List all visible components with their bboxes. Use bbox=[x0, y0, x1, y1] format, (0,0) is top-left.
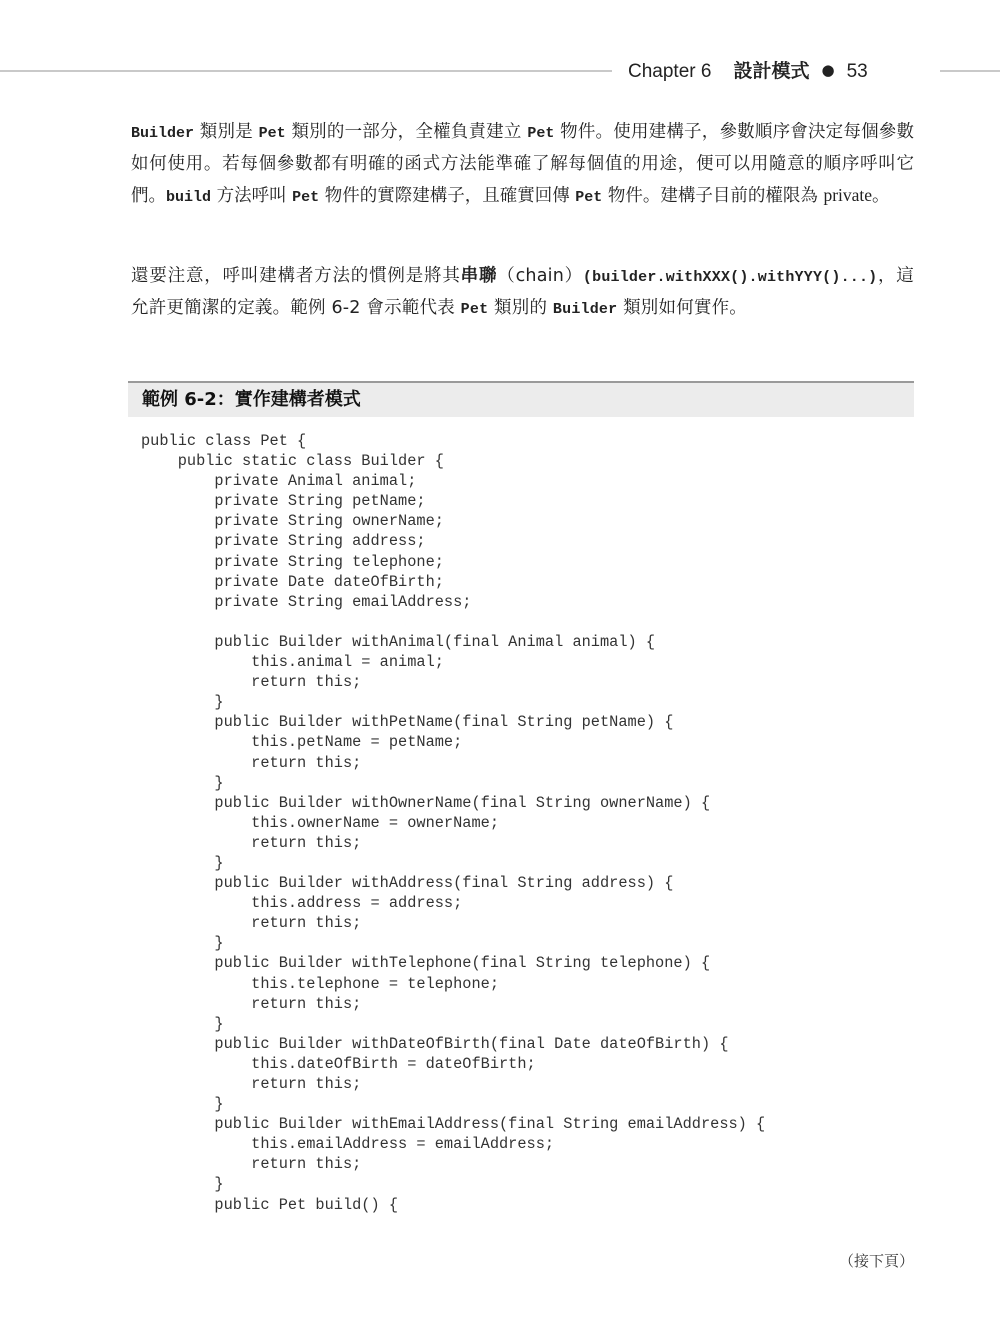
code-line: private Animal animal; bbox=[141, 472, 417, 491]
code-line: } bbox=[141, 1095, 224, 1114]
code-line: private String ownerName; bbox=[141, 512, 444, 531]
chapter-title: 設計模式 bbox=[733, 60, 810, 82]
code-line: return this; bbox=[141, 753, 362, 772]
code-line: public Builder withAddress(final String address) { bbox=[141, 874, 674, 893]
inline-code: (builder.withXXX().withYYY()...) bbox=[582, 269, 878, 286]
code-line: } bbox=[141, 1014, 224, 1033]
inline-code: Builder bbox=[552, 301, 618, 318]
body-paragraph-2 bbox=[131, 261, 914, 325]
code-line: } bbox=[141, 853, 224, 872]
text-run: 類別的一部分，全權負責建立 bbox=[285, 122, 528, 142]
code-line: this.telephone = telephone; bbox=[141, 974, 500, 993]
inline-code: Pet bbox=[460, 301, 489, 318]
code-line: public Builder withEmailAddress(final String emailAddress) { bbox=[141, 1115, 766, 1134]
code-line: this.petName = petName; bbox=[141, 733, 463, 752]
code-line: private String telephone; bbox=[141, 552, 444, 571]
inline-code: Pet bbox=[292, 189, 320, 206]
text-run: private bbox=[823, 185, 873, 205]
code-line bbox=[141, 612, 911, 632]
example-title: 範例 6-2：實作建構者模式 bbox=[142, 389, 361, 410]
continued-note: （接下頁） bbox=[838, 1252, 914, 1270]
code-line: this.animal = animal; bbox=[141, 653, 444, 672]
code-line: return this; bbox=[141, 994, 362, 1013]
text-run: 物件。建構子目前的權限為 bbox=[602, 186, 824, 206]
code-line: } bbox=[141, 934, 224, 953]
code-line: public class Pet { bbox=[141, 432, 307, 450]
inline-code: Pet bbox=[258, 125, 286, 142]
code-line: private String petName; bbox=[141, 492, 426, 511]
code-line: this.dateOfBirth = dateOfBirth; bbox=[141, 1054, 536, 1073]
example-caption-bar bbox=[128, 381, 914, 417]
inline-code: Pet bbox=[527, 125, 555, 142]
code-line: return this; bbox=[141, 833, 362, 852]
code-line: public Builder withDateOfBirth(final Date dateOfBirth) { bbox=[141, 1034, 729, 1053]
code-line: return this; bbox=[141, 914, 362, 933]
code-line: } bbox=[141, 693, 224, 712]
code-line: public Builder withOwnerName(final String ownerName) { bbox=[141, 793, 711, 812]
code-line: public Builder withAnimal(final Animal animal) { bbox=[141, 632, 656, 651]
code-line: return this; bbox=[141, 1155, 362, 1174]
text-run: 類別是 bbox=[194, 122, 259, 142]
header-bullet: ● bbox=[821, 61, 835, 79]
code-line: } bbox=[141, 773, 224, 792]
code-line: private String emailAddress; bbox=[141, 592, 472, 611]
code-line: private Date dateOfBirth; bbox=[141, 572, 444, 591]
text-run: 方法呼叫 bbox=[211, 186, 293, 206]
code-line: this.emailAddress = emailAddress; bbox=[141, 1135, 555, 1154]
text-run: 物件。使用建構子，參數順序會決定每個參數如何使用。若每個參數都有明確的函式方法能準確了解每個值的用途，便可以用隨意的順序呼叫它們。 bbox=[131, 122, 914, 206]
page-number: 53 bbox=[846, 61, 868, 82]
text-run: 還要注意，呼叫建構者方法的慣例是將其 bbox=[131, 266, 461, 286]
header-rule-left bbox=[0, 70, 612, 72]
code-line: return this; bbox=[141, 673, 362, 692]
code-line: public Pet build() { bbox=[141, 1195, 399, 1214]
code-line: public Builder withTelephone(final String telephone) { bbox=[141, 954, 711, 973]
inline-code: build bbox=[166, 189, 212, 206]
bold-term: 串聯 bbox=[460, 266, 498, 286]
code-line: } bbox=[141, 1175, 224, 1194]
code-line: return this; bbox=[141, 1075, 362, 1093]
header-rule-right bbox=[940, 70, 1000, 72]
code-line: this.ownerName = ownerName; bbox=[141, 813, 500, 832]
running-header bbox=[628, 58, 928, 84]
code-line: public Builder withPetName(final String petName) { bbox=[141, 713, 674, 732]
code-line: public static class Builder { bbox=[141, 452, 444, 471]
text-run: ，這允許更簡潔的定義。範例 6-2 會示範代表 bbox=[131, 266, 915, 318]
inline-code: Pet bbox=[575, 189, 603, 206]
code-listing bbox=[141, 431, 911, 1215]
chapter-label: Chapter 6 bbox=[628, 61, 712, 82]
text-run: 。 bbox=[872, 186, 890, 206]
body-paragraph-1 bbox=[131, 117, 914, 213]
inline-code: Builder bbox=[131, 125, 195, 142]
text-run: （chain） bbox=[497, 266, 583, 286]
text-run: 物件的實際建構子，且確實回傳 bbox=[319, 186, 576, 206]
code-line: this.address = address; bbox=[141, 894, 463, 913]
code-line: private String address; bbox=[141, 532, 426, 551]
text-run: 類別的 bbox=[488, 298, 553, 318]
text-run: 類別如何實作。 bbox=[617, 298, 748, 318]
